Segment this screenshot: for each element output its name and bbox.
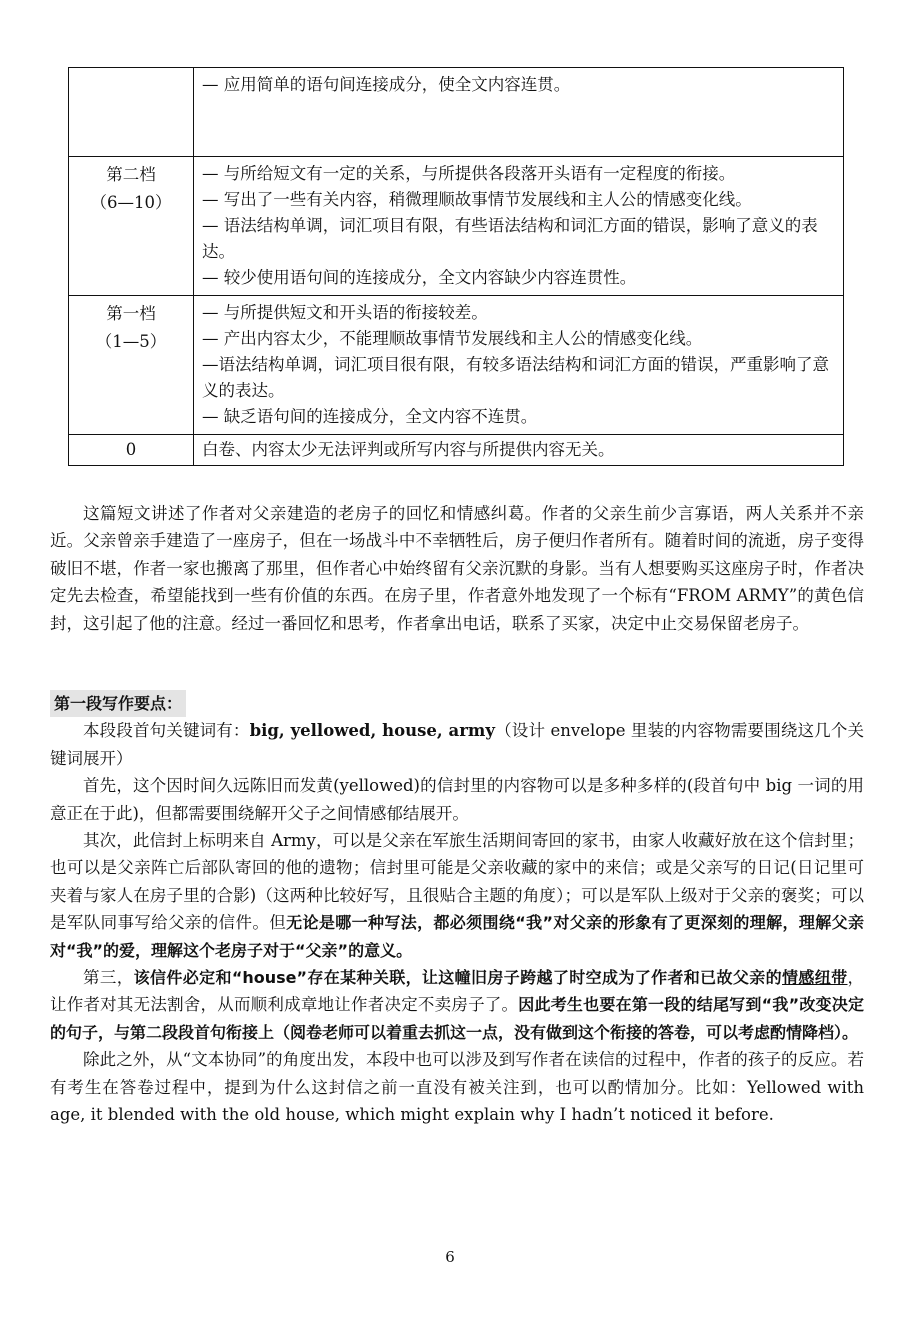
emphasis-text: 该信件必定和“house”存在某种关联，让这幢旧房子跨越了时空成为了作者和已故父亲的 xyxy=(133,968,783,988)
section-heading: 第一段写作要点： xyxy=(50,690,186,717)
third-point-paragraph xyxy=(50,964,864,1046)
rubric-level-cell xyxy=(69,157,194,296)
keywords-paragraph xyxy=(50,717,864,772)
rubric-level-name: 第二档 xyxy=(106,165,156,184)
rubric-desc-cell xyxy=(194,157,844,296)
page-number: 6 xyxy=(445,1248,455,1266)
rubric-desc-line: —语法结构单调，词汇项目很有限，有较多语法结构和词汇方面的错误，严重影响了意义的表达。 xyxy=(202,355,829,400)
keywords-bold: big, yellowed, house, army xyxy=(249,721,495,741)
rubric-desc-cell xyxy=(194,435,844,466)
rubric-level-range: （1—5） xyxy=(95,332,167,351)
rubric-desc-line: — 写出了一些有关内容，稍微理顺故事情节发展线和主人公的情感变化线。 xyxy=(202,190,752,209)
rubric-level-name: 0 xyxy=(125,440,137,459)
rubric-level-range: （6—10） xyxy=(90,193,172,212)
summary-paragraph: 这篇短文讲述了作者对父亲建造的老房子的回忆和情感纠葛。作者的父亲生前少言寡语，两人关系并不亲近。父亲曾亲手建造了一座房子，但在一场战斗中不幸牺牲后，房子便归作者所有。随着时间的流逝，房子变得破旧不堪，作者一家也搬离了那里，但作者心中始终留有父亲沉默的身影。当有人想要购买这座房子时，作者决定先去检查，希望能找到一些有价值的东西。在房子里，作者意外地发现了一个标有“FROM ARMY”的黄色信封，这引起了他的注意。经过一番回忆和思考，作者拿出电话，联系了买家，决定中止交易保留老房子。 xyxy=(50,504,864,633)
rubric-desc-cell xyxy=(194,68,844,157)
rubric-desc-line: 白卷、内容太少无法评判或所写内容与所提供内容无关。 xyxy=(202,440,615,459)
additional-point-paragraph: 除此之外，从“文本协同”的角度出发，本段中也可以涉及到写作者在读信的过程中，作者的孩子的反应。若有考生在答卷过程中，提到为什么这封信之前一直没有被关注到，也可以酌情加分。比如：Yellowed with age, it blended with the old house, which might explain why I hadn’t noticed it before. xyxy=(50,1050,864,1125)
text-run: 第三， xyxy=(83,968,134,988)
emphasis-text: 无论是哪一种写法，都必须围绕“我”对父亲的形象有了更深刻的理解，理解父亲对“我”的爱，理解这个老房子对于“父亲”的意义。 xyxy=(50,913,864,960)
rubric-level-name: 第一档 xyxy=(106,304,156,323)
rubric-desc-cell xyxy=(194,296,844,435)
text-run: ，让作者对其无法割舍，从而顺利成章地让作者决定不卖房子了。 xyxy=(50,968,864,1015)
writing-points-block xyxy=(50,690,864,1129)
rubric-desc-line: — 与所提供短文和开头语的衔接较差。 xyxy=(202,303,488,322)
first-point-paragraph: 首先，这个因时间久远陈旧而发黄(yellowed)的信封里的内容物可以是多种多样的(段首句中 big 一词的用意正在于此)，但都需要围绕解开父子之间情感郁结展开。 xyxy=(50,776,864,823)
summary-block xyxy=(50,500,864,637)
rubric-desc-line: — 较少使用语句间的连接成分，全文内容缺少内容连贯性。 xyxy=(202,268,637,287)
rubric-level-cell xyxy=(69,68,194,157)
rubric-row-level-2 xyxy=(69,157,844,296)
rubric-row-level-1 xyxy=(69,296,844,435)
rubric-desc-line: — 缺乏语句间的连接成分，全文内容不连贯。 xyxy=(202,407,538,426)
emphasis-text: 因此考生也要在第一段的结尾写到“我”改变决定的句子，与第二段段首句衔接上（阅卷老师可以着重去抓这一点，没有做到这个衔接的答卷，可以考虑酌情降档）。 xyxy=(50,995,864,1042)
underlined-emphasis: 情感纽带 xyxy=(782,968,848,988)
rubric-table xyxy=(68,67,844,466)
text-run: （设计 envelope 里装的内容物需要围绕这几个关键词展开） xyxy=(50,721,864,768)
rubric-level-cell xyxy=(69,296,194,435)
rubric-desc-line: — 产出内容太少，不能理顺故事情节发展线和主人公的情感变化线。 xyxy=(202,329,703,348)
rubric-desc-line: — 语法结构单调，词汇项目有限，有些语法结构和词汇方面的错误，影响了意义的表达。 xyxy=(202,216,818,261)
text-run: 本段段首句关键词有： xyxy=(83,721,250,741)
rubric-desc-line: — 与所给短文有一定的关系，与所提供各段落开头语有一定程度的衔接。 xyxy=(202,164,736,183)
rubric-level-cell xyxy=(69,435,194,466)
text-run: 其次，此信封上标明来自 Army，可以是父亲在军旅生活期间寄回的家书，由家人收藏好放在这个信封里；也可以是父亲阵亡后部队寄回的他的遗物；信封里可能是父亲收藏的家中的来信；或是父亲写的日记(日记里可夹着与家人在房子里的合影)（这两种比较好写，且很贴合主题的角度）；可以是军队上级对于父亲的褒奖；可以是军队同事写给父亲的信件。但 xyxy=(50,831,864,933)
rubric-row-level-0 xyxy=(69,435,844,466)
second-point-paragraph xyxy=(50,827,864,964)
rubric-desc-line: — 应用简单的语句间连接成分，使全文内容连贯。 xyxy=(202,75,571,94)
rubric-row-top xyxy=(69,68,844,157)
